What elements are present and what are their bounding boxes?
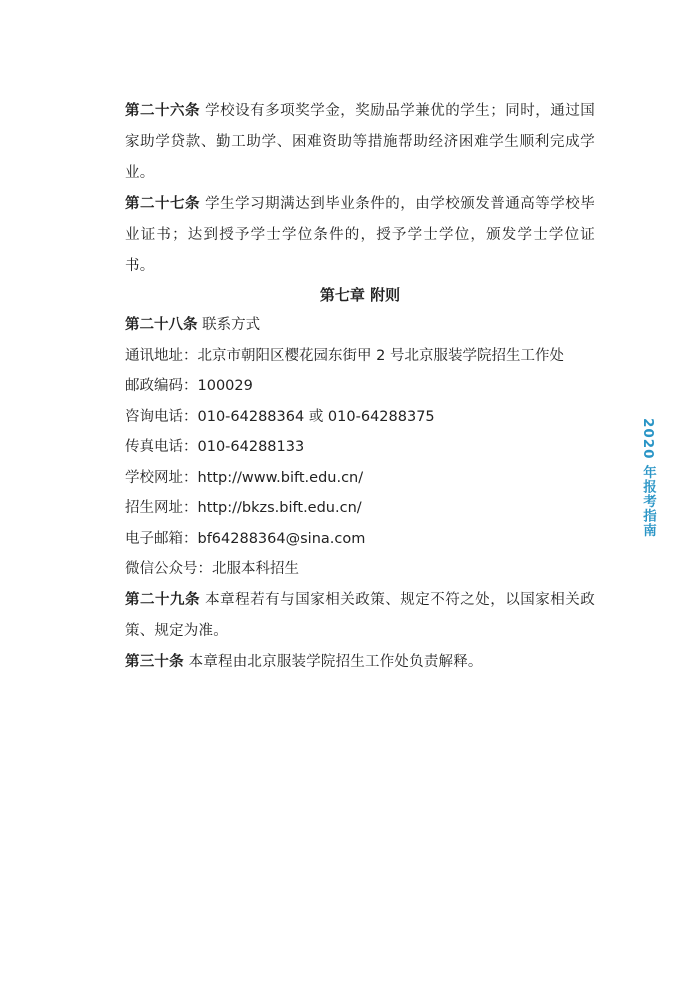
article-29-text: 本章程若有与国家相关政策、规定不符之处，以国家相关政策、规定为准。	[125, 591, 596, 639]
contact-email-label: 电子邮箱：	[125, 530, 198, 547]
chapter-7-title: 第七章 附则	[319, 286, 401, 304]
contact-email	[125, 524, 595, 555]
article-27-label: 第二十七条	[125, 196, 201, 212]
contact-school-website-link[interactable]: http://www.bift.edu.cn/	[197, 469, 364, 486]
contact-wechat-value: 北服本科招生	[212, 561, 299, 577]
contact-school-website	[125, 463, 595, 494]
contact-school-website-label: 学校网址：	[125, 469, 198, 486]
contact-postcode-label: 邮政编码：	[125, 378, 198, 394]
article-26	[125, 96, 595, 189]
article-29-label: 第二十九条	[125, 591, 201, 608]
contact-address-label: 通讯地址：	[125, 347, 198, 364]
article-26-label: 第二十六条	[125, 103, 201, 119]
contact-phone-label: 咨询电话：	[125, 408, 198, 425]
contact-admission-website-label: 招生网址：	[125, 500, 198, 516]
contact-wechat	[125, 554, 595, 585]
article-28-text: 联系方式	[202, 317, 261, 333]
contact-address	[125, 341, 595, 372]
article-28-label: 第二十八条	[125, 317, 198, 333]
article-27	[125, 189, 595, 282]
article-30	[125, 647, 595, 678]
article-26-text: 学校设有多项奖学金，奖励品学兼优的学生；同时，通过国家助学贷款、勤工助学、困难资助等措施帮助经济困难学生顺利完成学业。	[125, 103, 596, 181]
contact-admission-website-link[interactable]: http://bkzs.bift.edu.cn/	[197, 500, 362, 516]
contact-phone-value: 010-64288364 或 010-64288375	[197, 408, 435, 425]
contact-email-link[interactable]: bf64288364@sina.com	[197, 530, 366, 547]
document-body	[125, 96, 595, 678]
side-tab-guide-title: 2020 年报考指南	[640, 418, 656, 538]
article-27-text: 学生学习期满达到毕业条件的，由学校颁发普通高等学校毕业证书；达到授予学士学位条件的，授予学士学位，颁发学士学位证书。	[125, 196, 596, 274]
article-29	[125, 585, 595, 647]
article-30-text: 本章程由北京服装学院招生工作处负责解释。	[188, 653, 483, 670]
contact-wechat-label: 微信公众号：	[125, 561, 212, 577]
contact-fax-label: 传真电话：	[125, 439, 198, 455]
contact-admission-website	[125, 493, 595, 524]
contact-postcode	[125, 371, 595, 402]
contact-fax-value: 010-64288133	[197, 439, 305, 455]
article-30-label: 第三十条	[125, 653, 184, 670]
contact-phone	[125, 402, 595, 433]
contact-address-value: 北京市朝阳区樱花园东街甲 2 号北京服装学院招生工作处	[197, 347, 564, 364]
contact-fax	[125, 432, 595, 463]
article-28	[125, 310, 595, 341]
contact-postcode-value: 100029	[197, 378, 253, 394]
